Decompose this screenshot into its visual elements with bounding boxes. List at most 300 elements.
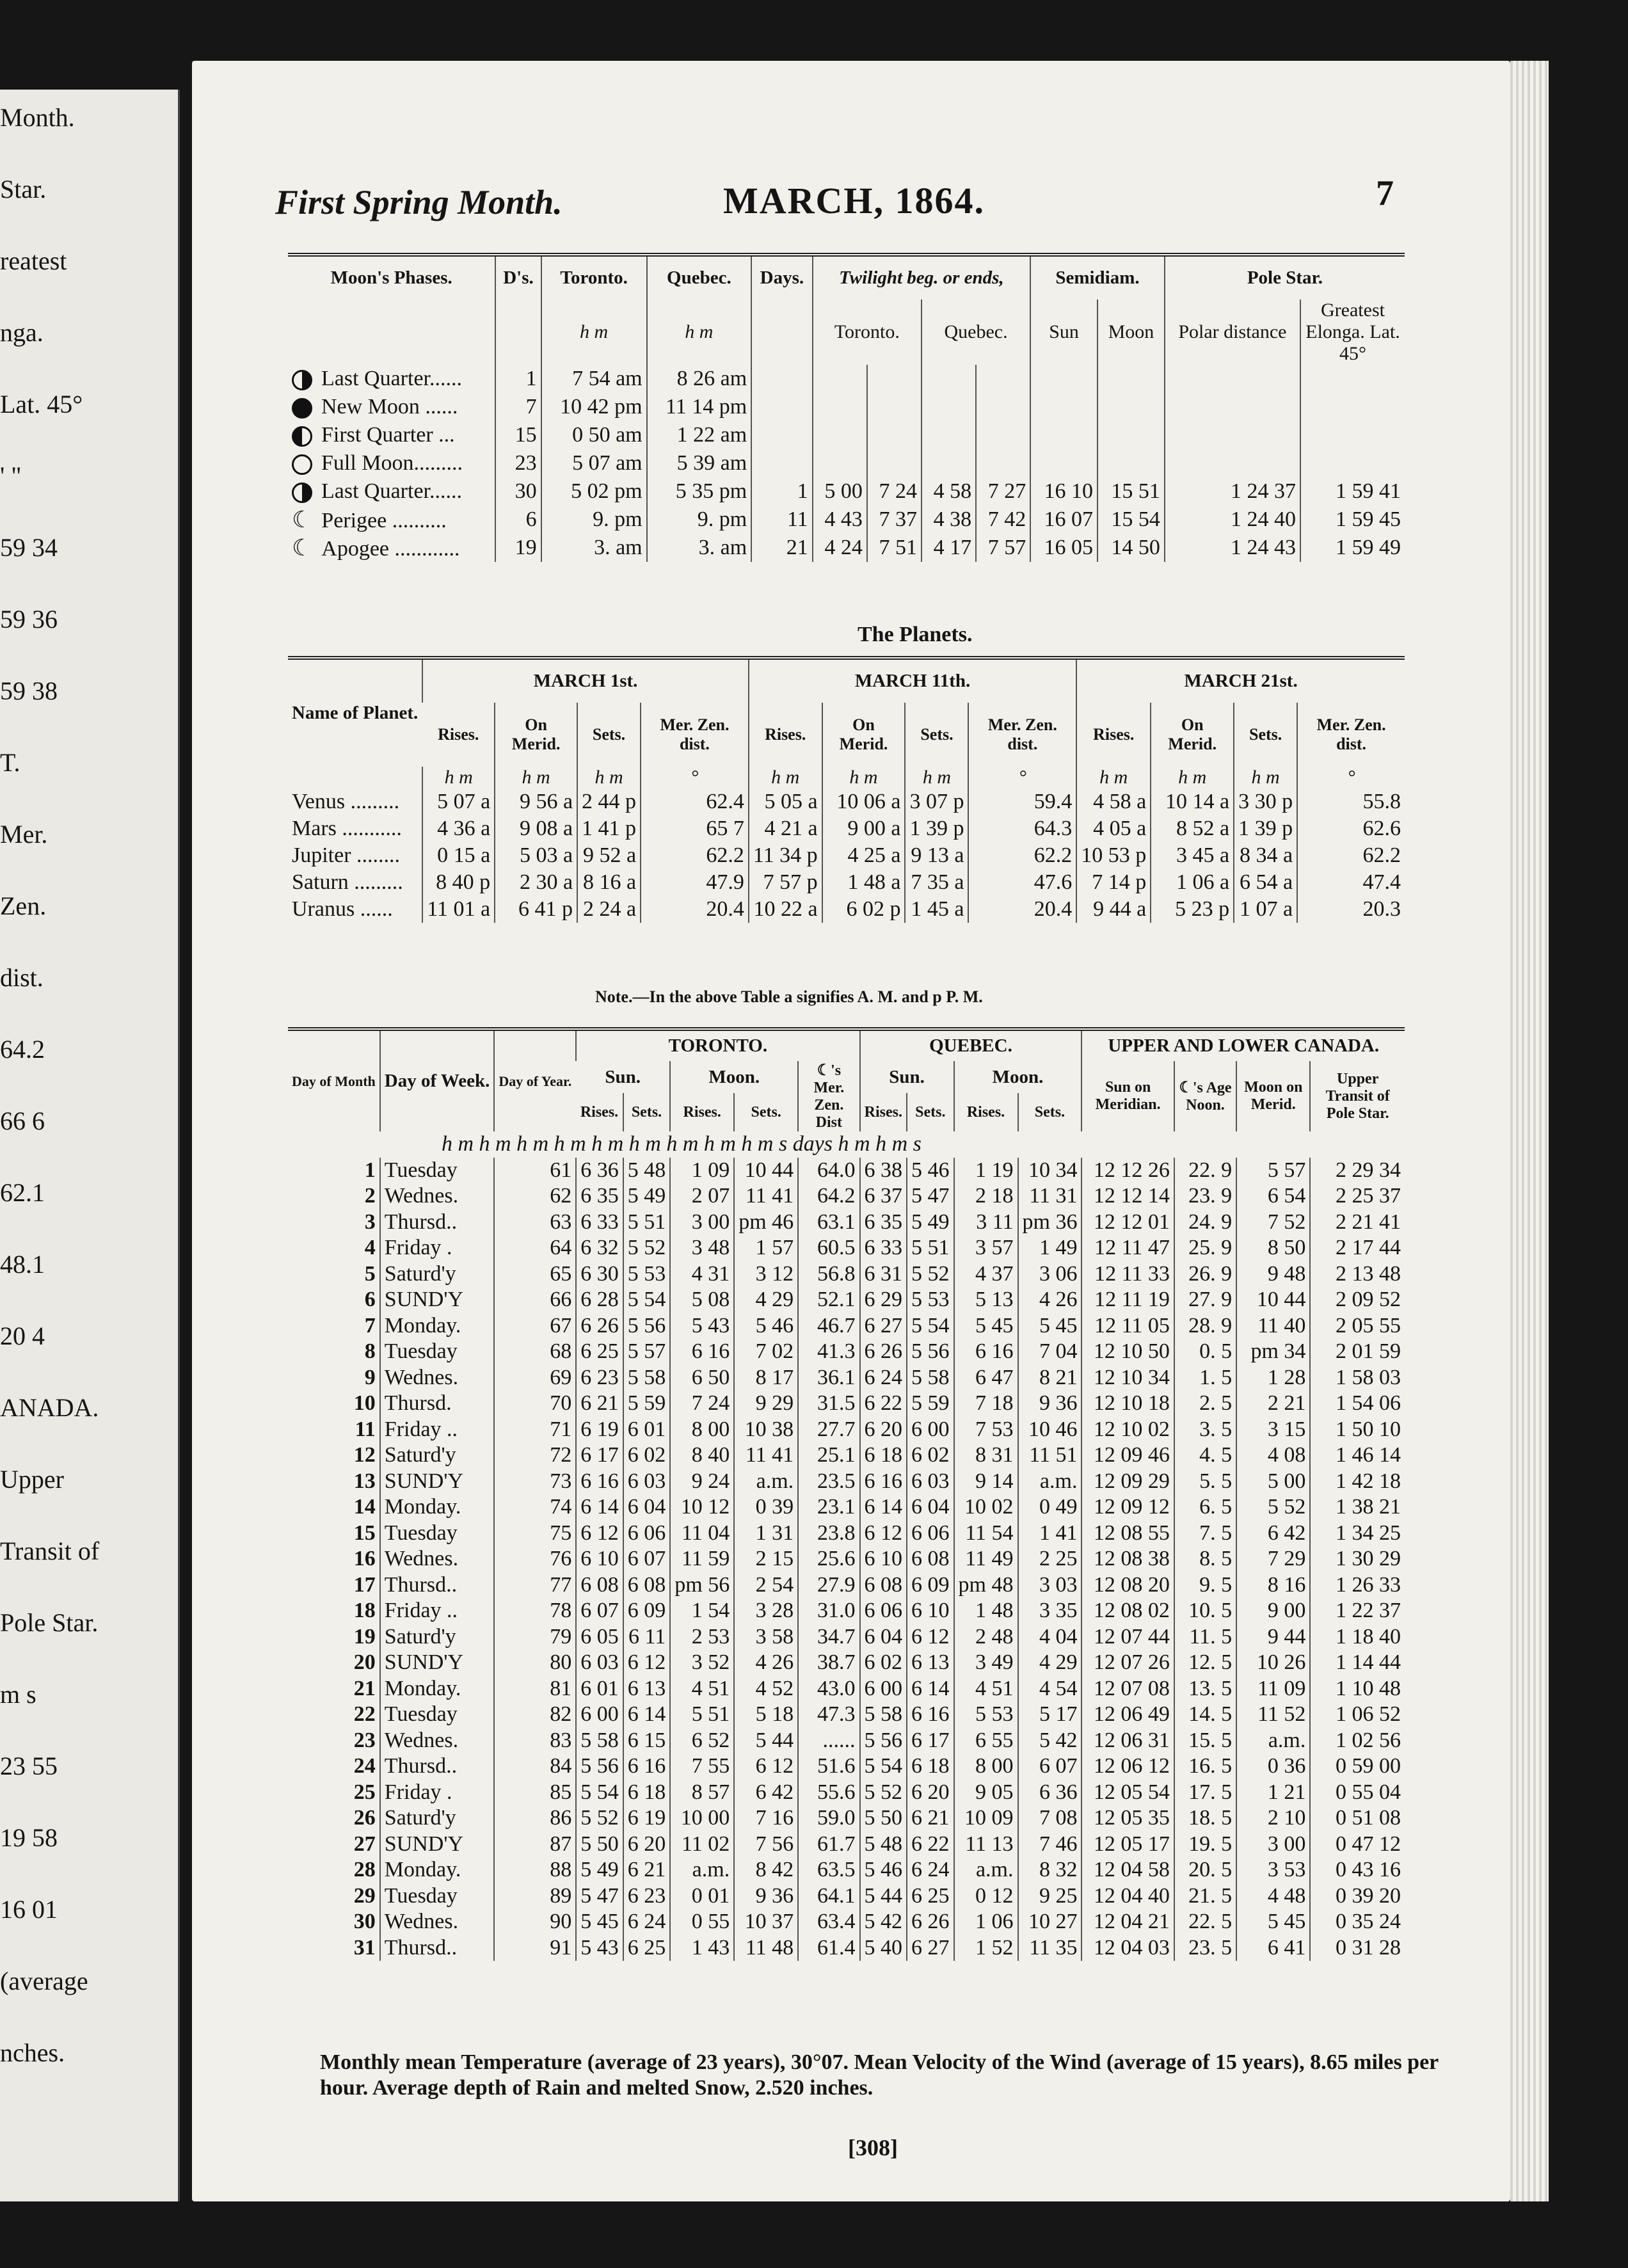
day-value: 6 37 [860,1183,907,1210]
day-row [288,1598,1405,1624]
day-value: 9 05 [954,1780,1018,1806]
phase-toronto: 3. am [541,534,647,562]
phase-label: First Quarter ... [321,423,455,447]
day-value: 6 05 [576,1624,623,1650]
day-value: 84 [494,1753,576,1780]
day-of-month: 14 [353,1495,376,1519]
empty-cell [922,449,976,477]
march-1-header: MARCH 1st. [422,658,749,703]
empty-cell [1165,421,1300,449]
day-value: 6 18 [907,1753,954,1780]
day-value: 6 20 [907,1780,954,1806]
day-value: 80 [494,1650,576,1676]
day-value: 77 [494,1572,576,1599]
day-row [288,1494,1405,1521]
day-value: 6 04 [623,1494,671,1521]
day-value: 12 10 02 [1081,1417,1174,1443]
day-value: 22. 5 [1174,1909,1236,1935]
day-value: 12 11 05 [1081,1313,1174,1339]
day-value: 10 27 [1018,1909,1082,1935]
planet-col-header: Rises. [438,725,479,744]
planet-value: 1 07 a [1234,896,1297,923]
moon-phase-icon [292,454,312,475]
day-of-month: 6 [364,1288,376,1311]
planet-value: 20.4 [968,896,1076,923]
day-value: 6 15 [623,1728,671,1754]
day-value: 10 12 [670,1494,734,1521]
twilight-elong: 1 59 49 [1300,534,1405,562]
day-value: 72 [494,1442,576,1469]
day-value: 6 16 [670,1339,734,1365]
day-value: 5 52 [623,1235,671,1261]
day-value: 6 19 [623,1805,671,1832]
day-value: 6 41 [1236,1935,1310,1961]
day-value: 47.3 [798,1702,859,1728]
day-value: 75 [494,1521,576,1547]
empty-cell [1030,421,1097,449]
day-of-month: 11 [355,1417,376,1441]
day-value: 1 54 06 [1310,1391,1405,1417]
semidiam-header: Semidiam. [1030,255,1165,299]
sets-header: Sets. [1018,1093,1082,1131]
left-page-text: Star. [0,175,47,204]
day-value: 6 02 [860,1650,907,1676]
day-value: 78 [494,1598,576,1624]
planet-name: Saturn ......... [292,870,403,894]
day-value: 8 16 [1236,1572,1310,1599]
day-value: 6 24 [907,1857,954,1883]
day-value: 6 07 [1018,1753,1082,1780]
twilight-polar: 1 24 40 [1165,506,1300,534]
day-row [288,1158,1405,1184]
rises-header: Rises. [860,1093,907,1131]
day-value: 1 26 33 [1310,1572,1405,1599]
planets-table [288,656,1405,923]
day-value: 1 06 52 [1310,1702,1405,1728]
day-of-month: 3 [364,1210,376,1234]
planet-value: 10 22 a [749,896,822,923]
day-value: 5 56 [576,1753,623,1780]
day-value: 14. 5 [1174,1702,1236,1728]
day-value: 5 13 [954,1287,1018,1313]
day-value: 4. 5 [1174,1442,1236,1469]
planet-value: 1 48 a [822,869,906,896]
day-value: 2 15 [734,1546,798,1572]
planet-units-row [288,767,1405,788]
moon-on-merid-header: Moon on Merid. [1236,1061,1310,1131]
planet-name: Jupiter ........ [292,843,401,867]
day-value: 6 26 [860,1339,907,1365]
empty-cell [1097,393,1165,421]
day-value: 59.0 [798,1805,859,1832]
day-value: 5 46 [860,1857,907,1883]
days-header: Days. [751,255,813,299]
day-value: 6 12 [576,1521,623,1547]
empty-cell [1097,421,1165,449]
day-value: 5 46 [734,1313,798,1339]
day-of-week: Wednes. [380,1365,495,1391]
day-value: 12 04 40 [1081,1883,1174,1910]
day-value: 25.1 [798,1442,859,1469]
day-value: 6 21 [623,1857,671,1883]
day-value: 1 31 [734,1521,798,1547]
day-value: 6 55 [954,1728,1018,1754]
day-value: 2 53 [670,1624,734,1650]
day-value: 5 42 [860,1909,907,1935]
day-value: 5 54 [860,1753,907,1780]
sets-header: Sets. [623,1093,671,1131]
day-value: 23.8 [798,1521,859,1547]
planet-value: 5 07 a [422,788,495,815]
day-row [288,1676,1405,1702]
unit-label: h m [495,767,577,788]
day-value: 12 10 50 [1081,1339,1174,1365]
day-of-week: SUND'Y [380,1650,495,1676]
day-value: 6 13 [623,1676,671,1702]
day-value: 2 21 [1236,1391,1310,1417]
unit-label: h m [822,767,906,788]
moon-phase-row [288,506,1405,534]
day-value: 2. 5 [1174,1391,1236,1417]
twilight-day: 21 [751,534,813,562]
day-value: 5 17 [1018,1702,1082,1728]
phase-label: Perigee .......... [321,509,447,532]
phase-name [288,393,495,421]
day-value: 12. 5 [1174,1650,1236,1676]
day-value: pm 48 [954,1572,1018,1599]
day-value: 73 [494,1469,576,1495]
empty-cell [1097,365,1165,393]
day-value: 3 03 [1018,1572,1082,1599]
day-value: 6 16 [623,1753,671,1780]
day-value: 3. 5 [1174,1417,1236,1443]
monthly-table [288,1027,1405,1961]
day-value: 5 47 [576,1883,623,1910]
empty-cell [976,393,1030,421]
day-value: 1 58 03 [1310,1365,1405,1391]
day-value: 7 24 [670,1391,734,1417]
planet-col-header: On Merid. [1151,703,1234,767]
twilight-qb: 4 17 [922,534,976,562]
day-value: 9 24 [670,1469,734,1495]
day-value: 6 47 [954,1365,1018,1391]
planets-title: The Planets. [858,623,973,646]
planet-value: 6 02 p [822,896,906,923]
planet-row [288,869,1405,896]
day-value: 2 54 [734,1572,798,1599]
day-value: 5 56 [623,1313,671,1339]
day-value: 6 24 [860,1365,907,1391]
planet-value: 6 54 a [1234,869,1297,896]
day-value: 6 36 [1018,1780,1082,1806]
planet-row [288,842,1405,869]
left-page-text: reatest [0,246,67,275]
day-value: 6 20 [860,1417,907,1443]
day-value: 2 18 [954,1183,1018,1210]
day-of-month: 7 [364,1313,376,1338]
day-value: 10 38 [734,1417,798,1443]
planet-value: 9 00 a [822,815,906,842]
unit-label: ° [641,767,749,788]
day-value: 5 40 [860,1935,907,1961]
day-of-year-header: Day of Year. [494,1029,576,1131]
day-value: 12 05 54 [1081,1780,1174,1806]
day-value: 86 [494,1805,576,1832]
planet-col-header: Sets. [577,703,641,767]
day-value: 3 57 [954,1235,1018,1261]
day-value: 6 33 [860,1235,907,1261]
day-value: 10 34 [1018,1158,1082,1184]
twilight-qe: 7 42 [976,506,1030,534]
planet-value: 1 39 p [1234,815,1297,842]
day-value: 43.0 [798,1676,859,1702]
day-value: 6 00 [576,1702,623,1728]
day-value: 10 37 [734,1909,798,1935]
empty-cell [813,393,867,421]
day-value: 5 45 [954,1313,1018,1339]
day-value: 23.5 [798,1469,859,1495]
day-value: 7 16 [734,1805,798,1832]
moon-phase-row [288,421,1405,449]
day-value: 4 08 [1236,1442,1310,1469]
day-value: 6 07 [576,1598,623,1624]
left-page-text: ' " [0,461,22,490]
twilight-sun: 16 05 [1030,534,1097,562]
day-value: 6 07 [623,1546,671,1572]
day-value: 68 [494,1339,576,1365]
monthly-section [288,1027,1405,1961]
twilight-tb: 4 24 [813,534,867,562]
day-value: 5 45 [1018,1313,1082,1339]
day-value: 4 37 [954,1261,1018,1288]
day-value: 28. 9 [1174,1313,1236,1339]
day-value: 7 02 [734,1339,798,1365]
day-value: 0 51 08 [1310,1805,1405,1832]
day-value: 0 39 20 [1310,1883,1405,1910]
day-row [288,1521,1405,1547]
day-value: 27.7 [798,1417,859,1443]
day-of-month: 22 [353,1702,376,1726]
day-of-week: Saturd'y [380,1442,495,1469]
empty-cell [751,421,813,449]
day-value: 6 00 [907,1417,954,1443]
day-value: 5 51 [907,1235,954,1261]
day-value: 2 09 52 [1310,1287,1405,1313]
left-page-text: 16 01 [0,1895,58,1924]
day-value: 5 53 [623,1261,671,1288]
empty-cell [867,393,922,421]
day-value: 3 53 [1236,1857,1310,1883]
day-value: 3 52 [670,1650,734,1676]
left-page-text: Lat. 45° [0,390,83,419]
day-value: 61.7 [798,1832,859,1858]
day-value: 12 05 17 [1081,1832,1174,1858]
day-value: 16. 5 [1174,1753,1236,1780]
day-value: 6 18 [860,1442,907,1469]
day-value: 6 06 [860,1598,907,1624]
day-value: 3 35 [1018,1598,1082,1624]
rises-header: Rises. [954,1093,1018,1131]
almanac-page [192,61,1510,2201]
day-row [288,1391,1405,1417]
left-page-text: Pole Star. [0,1608,99,1637]
planet-value: 64.3 [968,815,1076,842]
phase-day: 7 [495,393,541,421]
empty-cell [922,393,976,421]
day-of-month: 23 [353,1728,376,1752]
day-of-week: SUND'Y [380,1469,495,1495]
day-value: 3 00 [1236,1832,1310,1858]
unit-label: h m [647,299,752,365]
day-value: 76 [494,1546,576,1572]
day-value: 7 29 [1236,1546,1310,1572]
day-value: 6 12 [907,1624,954,1650]
planet-value: 5 03 a [495,842,577,869]
day-of-month: 17 [353,1572,376,1597]
empty-cell [867,421,922,449]
day-value: 1 22 37 [1310,1598,1405,1624]
quebec-sun-header: Sun. [860,1061,954,1093]
day-row [288,1753,1405,1780]
day-value: 11 59 [670,1546,734,1572]
day-value: 11 54 [954,1521,1018,1547]
day-of-month: 16 [353,1547,376,1570]
day-value: 9. 5 [1174,1572,1236,1599]
day-value: 8. 5 [1174,1546,1236,1572]
table-note: Note.—In the above Table a signifies A. M. and p P. M. [595,987,983,1006]
day-value: 6 14 [576,1494,623,1521]
day-value: 0 35 24 [1310,1909,1405,1935]
day-value: 0 49 [1018,1494,1082,1521]
day-value: 4 26 [1018,1287,1082,1313]
planet-row [288,815,1405,842]
day-value: 12 07 44 [1081,1624,1174,1650]
day-value: 6 08 [623,1572,671,1599]
day-value: 89 [494,1883,576,1910]
day-value: 6 08 [907,1546,954,1572]
day-value: 6 17 [576,1442,623,1469]
planet-value: 1 41 p [577,815,641,842]
day-value: 1 14 44 [1310,1650,1405,1676]
day-value: 5 52 [1236,1494,1310,1521]
day-value: 6 11 [623,1624,671,1650]
day-value: 11 02 [670,1832,734,1858]
empty-cell [867,449,922,477]
day-row [288,1339,1405,1365]
planet-value: 47.9 [641,869,749,896]
phase-toronto: 10 42 pm [541,393,647,421]
day-of-month: 10 [353,1391,376,1415]
day-value: 25. 9 [1174,1235,1236,1261]
day-value: 10 46 [1018,1417,1082,1443]
day-value: 4 26 [734,1650,798,1676]
day-value: 1 30 29 [1310,1546,1405,1572]
day-value: 27.9 [798,1572,859,1599]
day-value: 9 00 [1236,1598,1310,1624]
phase-toronto: 5 02 pm [541,477,647,506]
day-value: 66 [494,1287,576,1313]
day-value: 12 08 02 [1081,1598,1174,1624]
day-value: 6 03 [576,1650,623,1676]
day-value: 88 [494,1857,576,1883]
day-value: 1 06 [954,1909,1018,1935]
day-value: 11 35 [1018,1935,1082,1961]
unit-label: h m [541,299,647,365]
day-value: 8 17 [734,1365,798,1391]
upper-transit-header: Upper Transit of Pole Star. [1310,1061,1405,1131]
moon-phase-icon [292,483,312,503]
phase-quebec: 5 35 pm [647,477,752,506]
day-of-week: Saturd'y [380,1624,495,1650]
day-row [288,1313,1405,1339]
planet-value: 8 16 a [577,869,641,896]
moon-label: Moon [1097,299,1165,365]
day-value: 9 48 [1236,1261,1310,1288]
day-value: 46.7 [798,1313,859,1339]
day-of-week: SUND'Y [380,1287,495,1313]
day-row [288,1650,1405,1676]
day-value: 6 06 [907,1521,954,1547]
empty-cell [813,449,867,477]
day-value: 24. 9 [1174,1210,1236,1236]
left-page-text: Upper [0,1465,64,1494]
day-value: 1 49 [1018,1235,1082,1261]
day-value: 61.4 [798,1935,859,1961]
unit-label: h m [422,767,495,788]
phase-name [288,477,495,506]
day-value: 6 52 [670,1728,734,1754]
planet-value: 9 44 a [1076,896,1151,923]
planet-value: 11 01 a [422,896,495,923]
day-value: 9 36 [1018,1391,1082,1417]
day-value: 12 06 12 [1081,1753,1174,1780]
day-value: 5 00 [1236,1469,1310,1495]
planet-value: 3 30 p [1234,788,1297,815]
unit-label: h m [1076,767,1151,788]
left-page-text: Transit of [0,1537,100,1565]
phase-quebec: 1 22 am [647,421,752,449]
day-value: 61 [494,1158,576,1184]
day-value: 1 50 10 [1310,1417,1405,1443]
day-value: 5 51 [670,1702,734,1728]
day-value: 6 08 [860,1572,907,1599]
day-of-month: 29 [353,1883,376,1908]
planet-col-header: On Merid. [495,703,577,767]
day-of-week: SUND'Y [380,1832,495,1858]
day-value: 7 18 [954,1391,1018,1417]
twilight-qe: 7 27 [976,477,1030,506]
day-value: 81 [494,1676,576,1702]
planet-value: 6 41 p [495,896,577,923]
day-of-month: 8 [364,1339,376,1363]
left-page-text: 64.2 [0,1035,45,1064]
planet-value: 59.4 [968,788,1076,815]
day-value: 5 54 [576,1780,623,1806]
moon-age-header: ☾'s Age Noon. [1174,1061,1236,1131]
day-value: 10 26 [1236,1650,1310,1676]
day-value: 12 12 14 [1081,1183,1174,1210]
empty-cell [976,365,1030,393]
day-value: 6 32 [576,1235,623,1261]
twilight-moon: 15 51 [1097,477,1165,506]
toronto-moon-header: Moon. [670,1061,798,1093]
day-value: 63.4 [798,1909,859,1935]
day-value: 0 36 [1236,1753,1310,1780]
day-value: 5 52 [860,1780,907,1806]
twilight-sun: 16 07 [1030,506,1097,534]
phase-name [288,506,495,534]
march-21-header: MARCH 21st. [1076,658,1405,703]
